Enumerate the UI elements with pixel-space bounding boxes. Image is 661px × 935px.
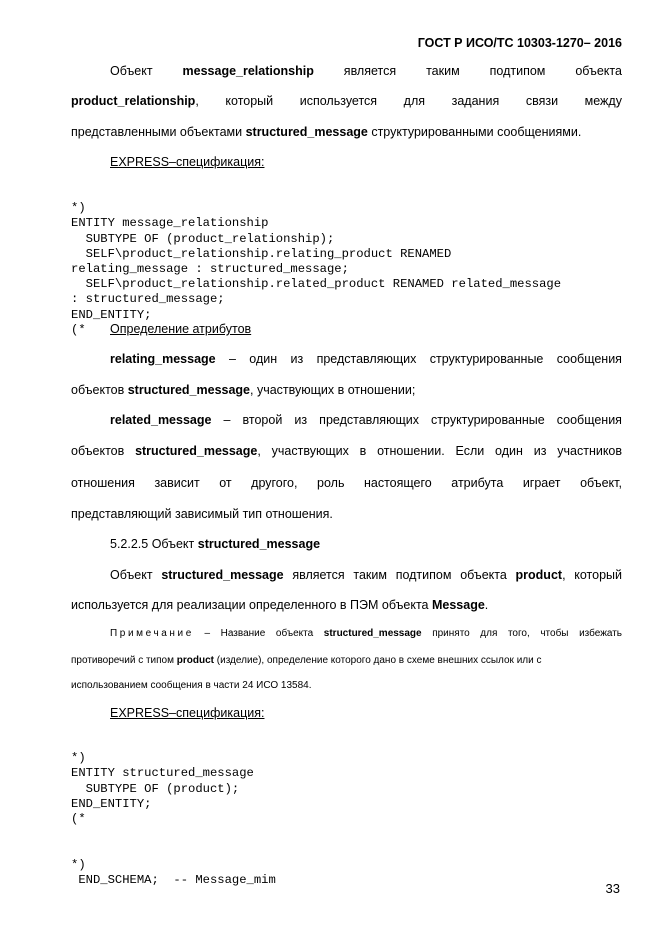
section-number: 5.2.2.5 Объект bbox=[110, 537, 198, 551]
note-line: использованием сообщения в части 24 ИСО 13584. bbox=[71, 680, 312, 691]
text: , участвующих в отношении; bbox=[250, 383, 416, 397]
text: объектов bbox=[71, 383, 128, 397]
text: структурированными сообщениями. bbox=[367, 125, 582, 139]
express-spec-label: EXPRESS–спецификация: bbox=[110, 706, 265, 720]
paragraph-line bbox=[71, 444, 622, 458]
paragraph-line: представляющий зависимый тип отношения. bbox=[71, 507, 333, 521]
text: настоящего bbox=[363, 476, 432, 490]
text: участников bbox=[557, 444, 623, 458]
code-line: END_ENTITY; bbox=[71, 796, 152, 811]
text: один bbox=[249, 352, 278, 366]
text: связи bbox=[525, 94, 559, 108]
code-line: END_SCHEMA; -- Message_mim bbox=[71, 873, 276, 888]
code-line: SUBTYPE OF (product_relationship); bbox=[71, 231, 335, 246]
text: который bbox=[225, 94, 274, 108]
text: – bbox=[228, 352, 236, 366]
text: . bbox=[484, 598, 489, 612]
code-line: ENTITY structured_message bbox=[71, 766, 254, 781]
text: сообщения bbox=[556, 352, 622, 366]
code-line: END_ENTITY; bbox=[71, 307, 152, 322]
term: Message bbox=[431, 598, 485, 612]
paragraph-line bbox=[71, 94, 622, 108]
paragraph-line bbox=[71, 125, 622, 139]
code-block bbox=[71, 736, 254, 842]
term: structured_message bbox=[135, 444, 258, 458]
code-line: *) bbox=[71, 858, 86, 873]
text: (изделие), определение которого дано в схеме внешних ссылок или с bbox=[214, 655, 542, 666]
attributes-label: Определение атрибутов bbox=[110, 322, 252, 336]
term: product bbox=[515, 568, 563, 582]
text: принято для того, чтобы избежать bbox=[421, 628, 623, 639]
text: объектов bbox=[71, 444, 125, 458]
text: один bbox=[495, 444, 523, 458]
text: участвующих bbox=[271, 444, 349, 458]
paragraph-line bbox=[71, 383, 622, 397]
text: для bbox=[403, 94, 426, 108]
text: объекта bbox=[575, 64, 622, 78]
text: противоречий с типом bbox=[71, 655, 177, 666]
text: используется bbox=[299, 94, 378, 108]
text: представляющих bbox=[319, 413, 419, 427]
text: отношения bbox=[71, 476, 135, 490]
text: – bbox=[223, 413, 231, 427]
text: Объект bbox=[110, 568, 162, 582]
term: product bbox=[176, 655, 214, 666]
text: сообщения bbox=[556, 413, 622, 427]
note-line bbox=[71, 655, 622, 666]
paragraph-line bbox=[71, 598, 622, 612]
code-line: (* bbox=[71, 812, 86, 827]
text: подтипом bbox=[489, 64, 546, 78]
text: представляющих bbox=[316, 352, 417, 366]
text: второй bbox=[242, 413, 283, 427]
code-line: *) bbox=[71, 201, 86, 216]
code-line: : structured_message; bbox=[71, 292, 225, 307]
code-line: *) bbox=[71, 751, 86, 766]
term: structured_message bbox=[323, 628, 422, 639]
text: представленными объектами bbox=[71, 125, 246, 139]
paragraph-line bbox=[110, 352, 622, 366]
code-line: relating_message : structured_message; bbox=[71, 262, 349, 277]
text: используется для реализации определенного в ПЭМ объекта bbox=[71, 598, 432, 612]
text: между bbox=[584, 94, 622, 108]
text: является bbox=[343, 64, 397, 78]
code-line: SUBTYPE OF (product); bbox=[71, 781, 240, 796]
text: структурированные bbox=[431, 413, 545, 427]
section-name: structured_message bbox=[197, 537, 321, 551]
paragraph-line bbox=[110, 568, 622, 582]
text: Если bbox=[455, 444, 485, 458]
term: structured_message bbox=[127, 383, 251, 397]
text: в bbox=[359, 444, 367, 458]
text: структурированные bbox=[429, 352, 544, 366]
code-line: SELF\product_relationship.related_product RENAMED related_message bbox=[71, 277, 562, 292]
text: Название объекта bbox=[220, 628, 324, 639]
text: , который bbox=[562, 568, 623, 582]
document-header: ГОСТ Р ИСО/ТС 10303-1270– 2016 bbox=[417, 36, 622, 50]
text: играет bbox=[522, 476, 561, 490]
term: structured_message bbox=[161, 568, 284, 582]
code-block bbox=[71, 843, 276, 904]
text: из bbox=[533, 444, 547, 458]
code-line: ENTITY message_relationship bbox=[71, 216, 269, 231]
term: structured_message bbox=[245, 125, 368, 139]
paragraph-line bbox=[110, 413, 622, 427]
code-line: SELF\product_relationship.relating_product RENAMED bbox=[71, 246, 452, 261]
text: от bbox=[219, 476, 232, 490]
text: является таким подтипом объекта bbox=[283, 568, 516, 582]
express-spec-label: EXPRESS–спецификация: bbox=[110, 155, 265, 169]
paragraph-line bbox=[110, 64, 622, 78]
term: relating_message bbox=[110, 352, 216, 366]
term: message_relationship bbox=[182, 64, 314, 78]
note-label: Примечание bbox=[110, 628, 194, 639]
paragraph-line bbox=[71, 476, 622, 490]
section-heading bbox=[110, 537, 320, 551]
text: Объект bbox=[110, 64, 153, 78]
note-line bbox=[110, 628, 622, 639]
text: из bbox=[294, 413, 308, 427]
term: related_message bbox=[110, 413, 212, 427]
text: , bbox=[195, 94, 199, 108]
text: зависит bbox=[154, 476, 200, 490]
text: таким bbox=[426, 64, 460, 78]
text: – bbox=[204, 628, 211, 639]
text: , bbox=[257, 444, 261, 458]
text: задания bbox=[451, 94, 500, 108]
text: роль bbox=[317, 476, 345, 490]
text: отношении. bbox=[377, 444, 445, 458]
text: объект, bbox=[580, 476, 622, 490]
text: атрибута bbox=[451, 476, 504, 490]
term: product_relationship bbox=[71, 94, 196, 108]
code-line: (* bbox=[71, 322, 86, 337]
text: другого, bbox=[251, 476, 298, 490]
page-number: 33 bbox=[605, 881, 620, 896]
text: из bbox=[290, 352, 304, 366]
